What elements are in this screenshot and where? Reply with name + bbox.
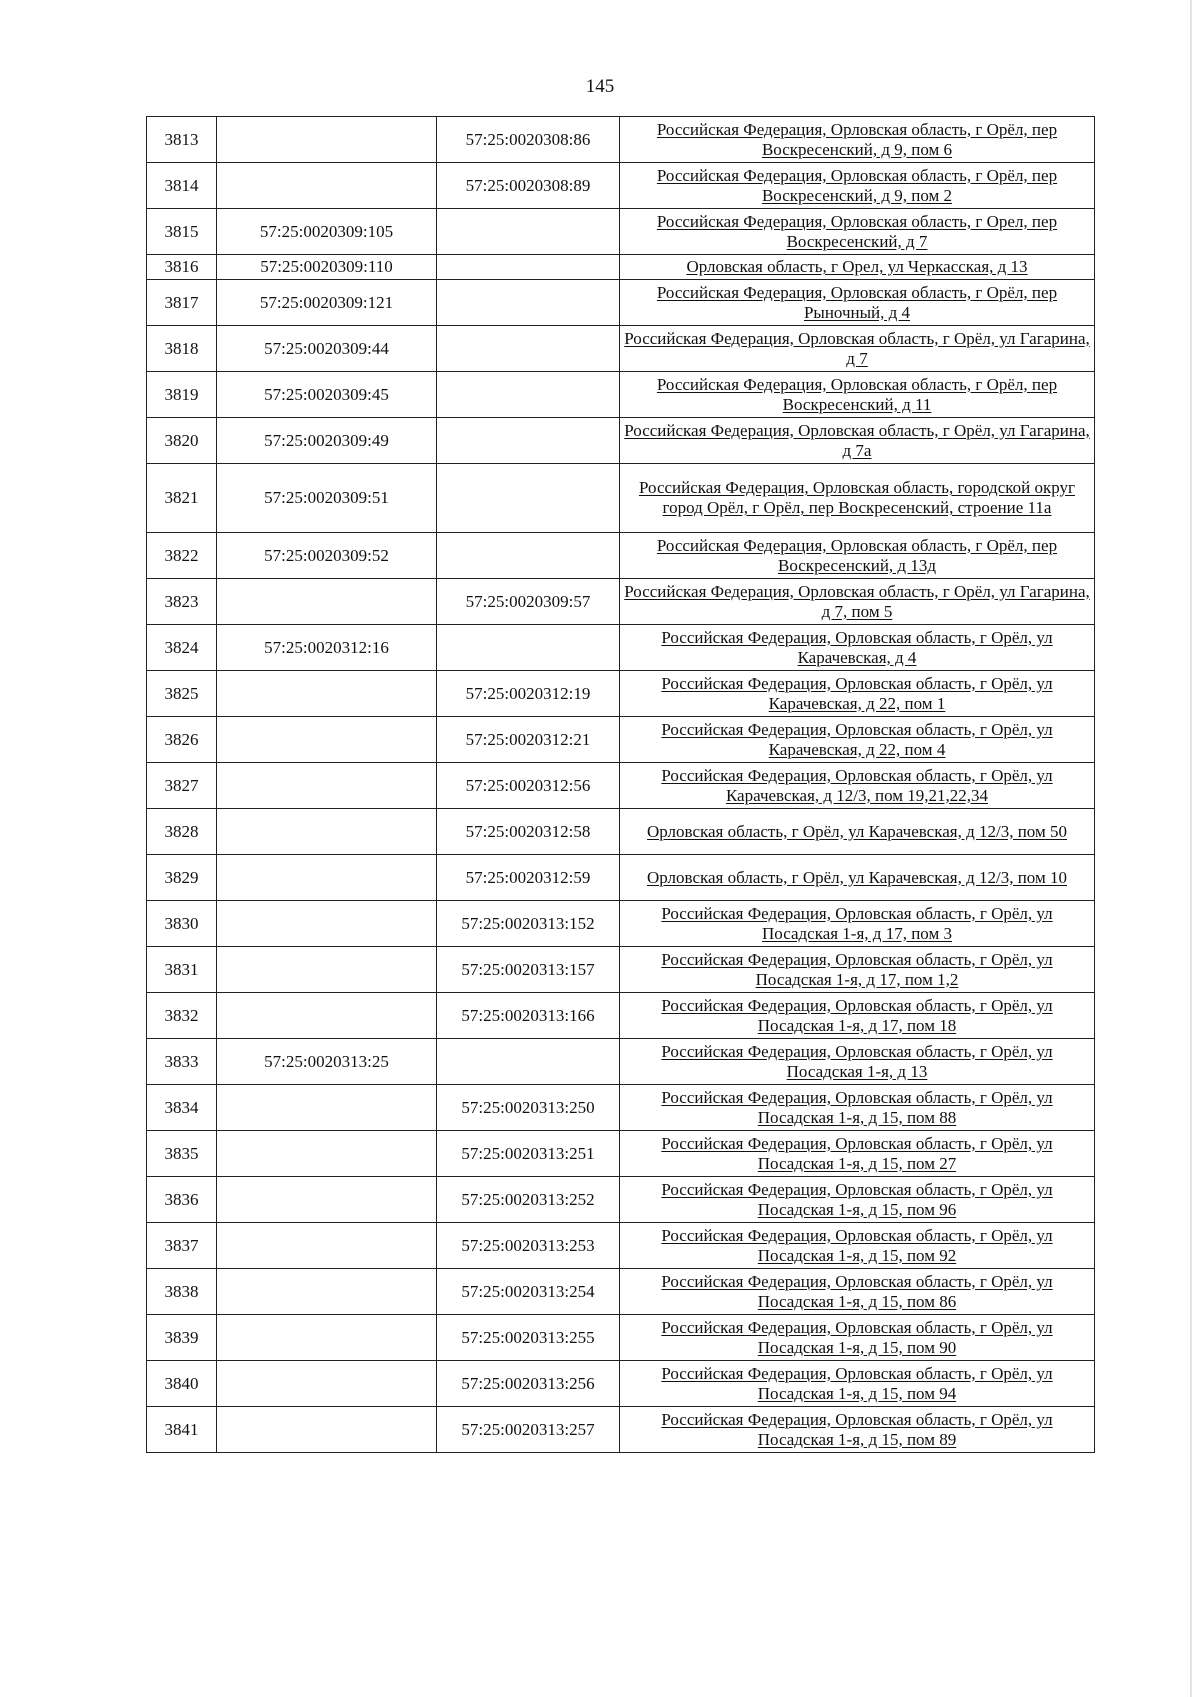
address-text: Российская Федерация, Орловская область, г Орёл, ул Гагарина, д 7 xyxy=(624,328,1090,368)
object-cadastral-number-text: 57:25:0020313:152 xyxy=(461,913,595,933)
row-number-text: 3822 xyxy=(164,545,199,565)
address-cell xyxy=(620,763,1095,809)
object-cadastral-number-cell xyxy=(437,533,620,579)
address-cell xyxy=(620,579,1095,625)
object-cadastral-number-cell xyxy=(437,671,620,717)
address-cell xyxy=(620,280,1095,326)
object-cadastral-number-text: 57:25:0020313:251 xyxy=(461,1143,595,1163)
object-cadastral-number-text: 57:25:0020308:89 xyxy=(465,175,591,195)
object-cadastral-number-cell xyxy=(437,1039,620,1085)
address-text: Российская Федерация, Орловская область, г Орёл, ул Карачевская, д 22, пом 4 xyxy=(661,719,1053,759)
land-cadastral-number-cell xyxy=(217,763,437,809)
land-cadastral-number-cell xyxy=(217,372,437,418)
address-cell xyxy=(620,1269,1095,1315)
row-number-text: 3841 xyxy=(164,1419,199,1439)
table-row xyxy=(147,763,1095,809)
scan-edge xyxy=(1190,0,1192,1697)
address-text: Российская Федерация, Орловская область, г Орёл, ул Посадская 1-я, д 15, пом 90 xyxy=(661,1317,1053,1357)
row-number-text: 3820 xyxy=(164,430,199,450)
object-cadastral-number-cell xyxy=(437,1131,620,1177)
land-cadastral-number-text: 57:25:0020309:49 xyxy=(264,430,389,450)
address-cell xyxy=(620,117,1095,163)
land-cadastral-number-cell xyxy=(217,1407,437,1453)
object-cadastral-number-text: 57:25:0020313:157 xyxy=(461,959,595,979)
object-cadastral-number-cell xyxy=(437,326,620,372)
table-row xyxy=(147,464,1095,533)
address-text: Российская Федерация, Орловская область, г Орёл, пер Рыночный, д 4 xyxy=(656,282,1058,322)
registry-table-body xyxy=(147,117,1095,1453)
address-text: Российская Федерация, Орловская область, г Орёл, ул Посадская 1-я, д 13 xyxy=(661,1041,1053,1081)
row-number-text: 3838 xyxy=(164,1281,199,1301)
land-cadastral-number-cell xyxy=(217,1085,437,1131)
table-row xyxy=(147,717,1095,763)
address-text: Российская Федерация, Орловская область, г Орёл, ул Гагарина, д 7, пом 5 xyxy=(624,581,1090,621)
land-cadastral-number-text: 57:25:0020312:16 xyxy=(264,637,389,657)
row-number-cell xyxy=(147,947,217,993)
table-row xyxy=(147,1269,1095,1315)
object-cadastral-number-cell xyxy=(437,1407,620,1453)
row-number-cell xyxy=(147,579,217,625)
row-number-text: 3830 xyxy=(164,913,199,933)
row-number-text: 3824 xyxy=(164,637,199,657)
table-row xyxy=(147,1361,1095,1407)
table-row xyxy=(147,1407,1095,1453)
row-number-text: 3832 xyxy=(164,1005,199,1025)
row-number-cell xyxy=(147,855,217,901)
row-number-text: 3833 xyxy=(164,1051,199,1071)
table-row xyxy=(147,418,1095,464)
address-cell xyxy=(620,1315,1095,1361)
address-text: Российская Федерация, Орловская область, г Орёл, ул Посадская 1-я, д 15, пом 88 xyxy=(661,1087,1053,1127)
row-number-text: 3831 xyxy=(164,959,199,979)
row-number-cell xyxy=(147,1315,217,1361)
land-cadastral-number-cell xyxy=(217,418,437,464)
object-cadastral-number-text: 57:25:0020312:58 xyxy=(465,821,591,841)
object-cadastral-number-cell xyxy=(437,1223,620,1269)
address-cell xyxy=(620,1039,1095,1085)
object-cadastral-number-cell xyxy=(437,418,620,464)
land-cadastral-number-cell xyxy=(217,1177,437,1223)
row-number-text: 3836 xyxy=(164,1189,199,1209)
address-cell xyxy=(620,1361,1095,1407)
object-cadastral-number-cell xyxy=(437,809,620,855)
row-number-cell xyxy=(147,717,217,763)
land-cadastral-number-cell xyxy=(217,209,437,255)
land-cadastral-number-cell xyxy=(217,855,437,901)
row-number-text: 3813 xyxy=(164,129,199,149)
address-text: Орловская область, г Орел, ул Черкасская, д 13 xyxy=(686,257,1028,276)
object-cadastral-number-cell xyxy=(437,1085,620,1131)
land-cadastral-number-cell xyxy=(217,326,437,372)
object-cadastral-number-text: 57:25:0020313:257 xyxy=(461,1419,595,1439)
row-number-cell xyxy=(147,326,217,372)
land-cadastral-number-cell xyxy=(217,1315,437,1361)
row-number-cell xyxy=(147,809,217,855)
land-cadastral-number-cell xyxy=(217,117,437,163)
address-text: Российская Федерация, Орловская область, г Орёл, ул Посадская 1-я, д 15, пом 89 xyxy=(661,1409,1053,1449)
row-number-cell xyxy=(147,372,217,418)
table-row xyxy=(147,1085,1095,1131)
object-cadastral-number-text: 57:25:0020312:56 xyxy=(465,775,591,795)
address-text: Российская Федерация, Орловская область, г Орёл, ул Посадская 1-я, д 15, пом 86 xyxy=(661,1271,1053,1311)
object-cadastral-number-cell xyxy=(437,372,620,418)
table-row xyxy=(147,947,1095,993)
address-text: Российская Федерация, Орловская область, г Орёл, ул Посадская 1-я, д 15, пом 94 xyxy=(661,1363,1053,1403)
address-text: Российская Федерация, Орловская область, г Орёл, ул Карачевская, д 22, пом 1 xyxy=(661,673,1053,713)
row-number-text: 3825 xyxy=(164,683,199,703)
row-number-text: 3828 xyxy=(164,821,199,841)
address-text: Российская Федерация, Орловская область, г Орёл, ул Карачевская, д 4 xyxy=(661,627,1053,667)
object-cadastral-number-cell xyxy=(437,855,620,901)
address-cell xyxy=(620,1223,1095,1269)
table-row xyxy=(147,372,1095,418)
address-text: Российская Федерация, Орловская область, г Орёл, ул Посадская 1-я, д 15, пом 27 xyxy=(661,1133,1053,1173)
object-cadastral-number-cell xyxy=(437,1315,620,1361)
row-number-text: 3817 xyxy=(164,292,199,312)
row-number-text: 3827 xyxy=(164,775,199,795)
table-row xyxy=(147,855,1095,901)
object-cadastral-number-cell xyxy=(437,1269,620,1315)
address-text: Орловская область, г Орёл, ул Карачевская, д 12/3, пом 50 xyxy=(647,821,1067,841)
object-cadastral-number-cell xyxy=(437,464,620,533)
table-row xyxy=(147,280,1095,326)
land-cadastral-number-cell xyxy=(217,717,437,763)
row-number-cell xyxy=(147,1269,217,1315)
row-number-text: 3834 xyxy=(164,1097,199,1117)
address-text: Российская Федерация, Орловская область, г Орёл, ул Гагарина, д 7а xyxy=(624,420,1090,460)
address-cell xyxy=(620,809,1095,855)
address-text: Российская Федерация, Орловская область, г Орёл, пер Воскресенский, д 9, пом 2 xyxy=(656,165,1058,205)
land-cadastral-number-text: 57:25:0020309:51 xyxy=(264,488,389,507)
table-row xyxy=(147,209,1095,255)
address-text: Российская Федерация, Орловская область, г Орёл, ул Посадская 1-я, д 17, пом 18 xyxy=(661,995,1053,1035)
land-cadastral-number-cell xyxy=(217,1131,437,1177)
address-text: Российская Федерация, Орловская область, г Орёл, ул Карачевская, д 12/3, пом 19,21,22,34 xyxy=(661,765,1053,805)
row-number-cell xyxy=(147,1131,217,1177)
land-cadastral-number-cell xyxy=(217,901,437,947)
object-cadastral-number-text: 57:25:0020309:57 xyxy=(465,591,591,611)
table-row xyxy=(147,117,1095,163)
address-text: Российская Федерация, Орловская область, г Орёл, ул Посадская 1-я, д 17, пом 3 xyxy=(661,903,1053,943)
address-text: Российская Федерация, Орловская область, городской округ город Орёл, г Орёл, пер Воскресенский, строение 11а xyxy=(638,478,1076,517)
object-cadastral-number-cell xyxy=(437,1177,620,1223)
land-cadastral-number-cell xyxy=(217,255,437,280)
land-cadastral-number-cell xyxy=(217,809,437,855)
page-number: 145 xyxy=(585,76,615,97)
row-number-text: 3821 xyxy=(164,488,199,507)
address-cell xyxy=(620,464,1095,533)
land-cadastral-number-cell xyxy=(217,579,437,625)
address-text: Российская Федерация, Орловская область, г Орёл, пер Воскресенский, д 13д xyxy=(656,535,1058,575)
object-cadastral-number-text: 57:25:0020313:253 xyxy=(461,1235,595,1255)
row-number-text: 3829 xyxy=(164,867,199,887)
object-cadastral-number-cell xyxy=(437,625,620,671)
row-number-text: 3839 xyxy=(164,1327,199,1347)
row-number-cell xyxy=(147,1085,217,1131)
land-cadastral-number-cell xyxy=(217,533,437,579)
row-number-cell xyxy=(147,464,217,533)
table-row xyxy=(147,993,1095,1039)
table-row xyxy=(147,326,1095,372)
land-cadastral-number-text: 57:25:0020313:25 xyxy=(264,1051,389,1071)
table-row xyxy=(147,1223,1095,1269)
object-cadastral-number-cell xyxy=(437,947,620,993)
land-cadastral-number-text: 57:25:0020309:52 xyxy=(264,545,389,565)
object-cadastral-number-text: 57:25:0020313:254 xyxy=(461,1281,595,1301)
object-cadastral-number-cell xyxy=(437,209,620,255)
row-number-cell xyxy=(147,209,217,255)
object-cadastral-number-cell xyxy=(437,1361,620,1407)
address-cell xyxy=(620,671,1095,717)
row-number-cell xyxy=(147,763,217,809)
table-row xyxy=(147,533,1095,579)
registry-table xyxy=(146,116,1095,1453)
land-cadastral-number-cell xyxy=(217,464,437,533)
object-cadastral-number-cell xyxy=(437,579,620,625)
object-cadastral-number-text: 57:25:0020313:256 xyxy=(461,1373,595,1393)
address-cell xyxy=(620,1177,1095,1223)
row-number-text: 3816 xyxy=(164,257,199,276)
address-cell xyxy=(620,372,1095,418)
object-cadastral-number-cell xyxy=(437,717,620,763)
address-cell xyxy=(620,1085,1095,1131)
table-row xyxy=(147,1131,1095,1177)
object-cadastral-number-text: 57:25:0020313:250 xyxy=(461,1097,595,1117)
table-row xyxy=(147,1315,1095,1361)
object-cadastral-number-cell xyxy=(437,901,620,947)
address-cell xyxy=(620,1131,1095,1177)
land-cadastral-number-text: 57:25:0020309:44 xyxy=(264,338,389,358)
row-number-text: 3837 xyxy=(164,1235,199,1255)
object-cadastral-number-cell xyxy=(437,993,620,1039)
address-cell xyxy=(620,901,1095,947)
object-cadastral-number-cell xyxy=(437,280,620,326)
land-cadastral-number-cell xyxy=(217,1039,437,1085)
address-text: Российская Федерация, Орловская область, г Орёл, ул Посадская 1-я, д 15, пом 92 xyxy=(661,1225,1053,1265)
row-number-cell xyxy=(147,117,217,163)
table-row xyxy=(147,1177,1095,1223)
row-number-cell xyxy=(147,1177,217,1223)
object-cadastral-number-text: 57:25:0020312:59 xyxy=(465,867,591,887)
land-cadastral-number-cell xyxy=(217,1223,437,1269)
row-number-cell xyxy=(147,671,217,717)
address-cell xyxy=(620,625,1095,671)
address-cell xyxy=(620,993,1095,1039)
table-row xyxy=(147,671,1095,717)
land-cadastral-number-cell xyxy=(217,1269,437,1315)
land-cadastral-number-text: 57:25:0020309:110 xyxy=(260,257,393,276)
table-row xyxy=(147,579,1095,625)
object-cadastral-number-text: 57:25:0020313:255 xyxy=(461,1327,595,1347)
table-row xyxy=(147,163,1095,209)
table-row xyxy=(147,809,1095,855)
address-text: Орловская область, г Орёл, ул Карачевская, д 12/3, пом 10 xyxy=(647,867,1067,887)
address-text: Российская Федерация, Орловская область, г Орёл, ул Посадская 1-я, д 17, пом 1,2 xyxy=(661,949,1053,989)
row-number-cell xyxy=(147,255,217,280)
row-number-cell xyxy=(147,901,217,947)
land-cadastral-number-cell xyxy=(217,1361,437,1407)
object-cadastral-number-cell xyxy=(437,255,620,280)
land-cadastral-number-cell xyxy=(217,671,437,717)
row-number-cell xyxy=(147,1039,217,1085)
land-cadastral-number-text: 57:25:0020309:121 xyxy=(259,292,394,312)
land-cadastral-number-cell xyxy=(217,993,437,1039)
address-cell xyxy=(620,533,1095,579)
object-cadastral-number-cell xyxy=(437,163,620,209)
object-cadastral-number-text: 57:25:0020308:86 xyxy=(465,129,591,149)
address-cell xyxy=(620,1407,1095,1453)
object-cadastral-number-cell xyxy=(437,117,620,163)
row-number-text: 3815 xyxy=(164,221,199,241)
land-cadastral-number-text: 57:25:0020309:45 xyxy=(264,384,389,404)
row-number-cell xyxy=(147,418,217,464)
address-cell xyxy=(620,163,1095,209)
row-number-text: 3814 xyxy=(164,175,199,195)
address-cell xyxy=(620,947,1095,993)
address-cell xyxy=(620,326,1095,372)
row-number-text: 3826 xyxy=(164,729,199,749)
object-cadastral-number-text: 57:25:0020313:166 xyxy=(461,1005,595,1025)
row-number-cell xyxy=(147,533,217,579)
table-row xyxy=(147,625,1095,671)
row-number-cell xyxy=(147,1361,217,1407)
row-number-text: 3840 xyxy=(164,1373,199,1393)
object-cadastral-number-text: 57:25:0020313:252 xyxy=(461,1189,595,1209)
row-number-text: 3819 xyxy=(164,384,199,404)
object-cadastral-number-text: 57:25:0020312:19 xyxy=(465,683,591,703)
row-number-cell xyxy=(147,993,217,1039)
table-row xyxy=(147,1039,1095,1085)
row-number-cell xyxy=(147,625,217,671)
table-row xyxy=(147,901,1095,947)
address-cell xyxy=(620,717,1095,763)
row-number-cell xyxy=(147,1407,217,1453)
row-number-cell xyxy=(147,1223,217,1269)
row-number-text: 3835 xyxy=(164,1143,199,1163)
land-cadastral-number-cell xyxy=(217,163,437,209)
address-text: Российская Федерация, Орловская область, г Орёл, пер Воскресенский, д 11 xyxy=(656,374,1058,414)
address-cell xyxy=(620,255,1095,280)
row-number-cell xyxy=(147,280,217,326)
object-cadastral-number-cell xyxy=(437,763,620,809)
object-cadastral-number-text: 57:25:0020312:21 xyxy=(465,729,591,749)
row-number-text: 3818 xyxy=(164,338,199,358)
address-text: Российская Федерация, Орловская область, г Орел, пер Воскресенский, д 7 xyxy=(656,211,1058,251)
land-cadastral-number-cell xyxy=(217,947,437,993)
row-number-text: 3823 xyxy=(164,591,199,611)
land-cadastral-number-cell xyxy=(217,625,437,671)
address-text: Российская Федерация, Орловская область, г Орёл, пер Воскресенский, д 9, пом 6 xyxy=(656,119,1058,159)
address-cell xyxy=(620,209,1095,255)
table-row xyxy=(147,255,1095,280)
address-text: Российская Федерация, Орловская область, г Орёл, ул Посадская 1-я, д 15, пом 96 xyxy=(661,1179,1053,1219)
address-cell xyxy=(620,418,1095,464)
address-cell xyxy=(620,855,1095,901)
land-cadastral-number-text: 57:25:0020309:105 xyxy=(259,221,394,241)
row-number-cell xyxy=(147,163,217,209)
land-cadastral-number-cell xyxy=(217,280,437,326)
